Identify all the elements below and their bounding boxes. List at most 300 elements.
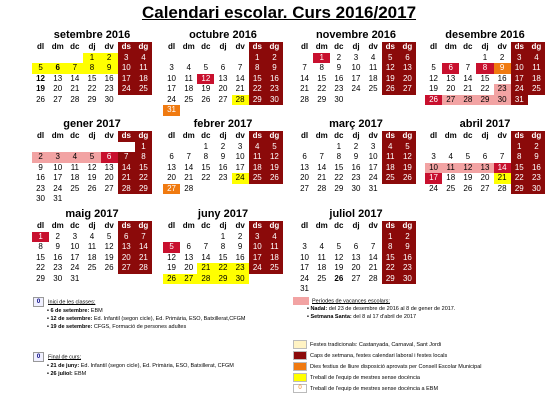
weekday-header: dv — [235, 42, 245, 51]
page-title: Calendari escolar. Curs 2016/2017 — [141, 3, 417, 22]
day-cell: 20 — [184, 263, 194, 272]
day-cell: 19 — [266, 163, 283, 174]
legend-key-item: Festes tradicionals: Castanyada, Carnaval, Sant Jordi — [293, 340, 548, 351]
day-cell — [296, 53, 313, 64]
day-cell: 14 — [235, 73, 245, 83]
day-cell — [399, 95, 416, 106]
day-cell — [347, 232, 364, 243]
day-cell: 21 — [368, 263, 378, 272]
day-cell: 27 — [104, 183, 114, 193]
day-cell: 27 — [180, 274, 197, 285]
weekday-header: dl — [301, 131, 309, 140]
day-cell: 3 — [49, 152, 66, 163]
day-cell: 19 — [104, 252, 114, 262]
day-cell: 25 — [528, 84, 545, 95]
day-cell — [528, 95, 545, 106]
day-cell: 9 — [266, 63, 283, 74]
month-calendar — [32, 29, 152, 105]
weekday-header: ds — [249, 221, 266, 232]
weekday-header: dc — [70, 131, 80, 140]
day-cell: 16 — [36, 173, 46, 182]
weekday-header: dm — [182, 221, 195, 230]
legend-swatch — [293, 351, 307, 360]
weekday-header: ds — [118, 131, 135, 142]
day-cell: 2 — [101, 53, 118, 64]
day-cell: 1 — [83, 53, 100, 64]
day-cell: 18 — [184, 84, 194, 93]
day-cell: 1 — [203, 141, 209, 151]
day-cell: 18 — [528, 74, 545, 85]
day-cell — [266, 274, 283, 285]
weekday-header: dc — [201, 131, 211, 140]
weekday-header: dm — [444, 42, 457, 51]
day-cell: 12 — [459, 163, 476, 174]
day-cell: 15 — [382, 253, 399, 264]
month-name: març 2017 — [329, 118, 383, 130]
month-calendar — [296, 208, 416, 295]
legend-start-classes — [33, 297, 283, 343]
day-cell: 9 — [353, 152, 359, 161]
day-cell: 27 — [118, 263, 135, 274]
day-cell: 23 — [53, 263, 63, 272]
day-cell: 4 — [66, 152, 83, 163]
weekday-header: dv — [235, 221, 245, 230]
day-cell — [296, 232, 313, 243]
day-cell: 1 — [336, 141, 342, 151]
day-cell: 10 — [235, 152, 245, 161]
day-cell: 5 — [266, 142, 283, 153]
day-cell: 10 — [53, 162, 63, 172]
day-cell: 13 — [476, 163, 493, 174]
weekday-header: dl — [430, 42, 438, 51]
day-cell: 26 — [87, 183, 97, 193]
day-cell — [399, 284, 416, 295]
day-cell: 26 — [425, 95, 442, 106]
day-cell — [101, 274, 118, 285]
day-cell: 9 — [101, 63, 118, 74]
day-cell: 16 — [104, 73, 114, 83]
day-cell: 10 — [70, 242, 80, 251]
day-cell — [266, 105, 283, 116]
day-cell: 1 — [382, 232, 399, 243]
weekday-header: dm — [444, 131, 457, 140]
day-cell: 25 — [266, 263, 283, 274]
month-name: juliol 2017 — [329, 208, 383, 220]
weekday-header: ds — [382, 42, 399, 53]
day-cell — [313, 142, 330, 153]
day-cell — [365, 284, 382, 295]
weekday-header: dj — [219, 131, 227, 140]
day-cell — [83, 194, 100, 205]
day-cell: 11 — [70, 162, 79, 172]
day-cell: 8 — [336, 152, 342, 161]
weekday-header: ds — [382, 221, 399, 232]
day-cell: 13 — [399, 63, 416, 74]
day-cell: 8 — [203, 152, 209, 161]
weekday-header: dl — [168, 221, 176, 230]
day-cell — [330, 284, 347, 295]
weekday-header: dl — [168, 42, 176, 51]
day-cell: 6 — [101, 152, 118, 163]
start-badge: 0 — [33, 297, 44, 307]
day-cell: 5 — [336, 242, 342, 251]
day-cell — [66, 53, 83, 64]
day-cell: 4 — [370, 52, 376, 62]
day-cell: 6 — [186, 242, 191, 251]
day-cell — [382, 284, 399, 295]
day-cell — [118, 274, 135, 285]
weekday-header: ds — [249, 42, 266, 53]
day-cell: 14 — [317, 162, 327, 172]
day-cell: 19 — [429, 84, 439, 93]
day-cell: 28 — [118, 184, 135, 195]
day-cell: 7 — [186, 152, 191, 161]
month-calendar — [425, 29, 545, 105]
day-cell — [214, 53, 231, 64]
day-cell: 15 — [36, 252, 46, 262]
day-cell: 19 — [463, 173, 473, 182]
day-cell: 29 — [36, 273, 46, 283]
day-cell — [382, 184, 399, 195]
day-cell — [180, 105, 197, 116]
day-cell: 11 — [368, 63, 378, 72]
day-cell: 5 — [106, 231, 112, 241]
legend-swatch — [293, 373, 307, 382]
day-cell: 13 — [446, 73, 456, 83]
day-cell — [197, 232, 214, 243]
start-heading: Inici de les classes: — [48, 299, 96, 306]
day-cell: 24 — [232, 173, 249, 184]
day-cell: 8 — [382, 242, 399, 253]
day-cell: 17 — [368, 162, 378, 172]
day-cell: 12 — [382, 63, 399, 74]
weekday-header: dl — [301, 221, 309, 230]
day-cell: 22 — [334, 173, 344, 182]
day-cell: 4 — [186, 63, 191, 72]
day-cell: 22 — [382, 263, 399, 274]
month-name: maig 2017 — [65, 208, 119, 220]
end-heading: Final de curs: — [48, 354, 82, 361]
weekday-header: dg — [266, 221, 283, 232]
day-cell: 31 — [163, 105, 180, 116]
day-cell: 1 — [220, 231, 226, 241]
day-cell: 26 — [36, 94, 46, 104]
day-cell: 24 — [300, 273, 310, 283]
day-cell: 2 — [55, 231, 60, 241]
day-cell: 10 — [249, 242, 266, 253]
day-cell: 15 — [511, 163, 528, 174]
day-cell: 26 — [334, 273, 344, 283]
weekday-header: dv — [368, 221, 378, 230]
weekday-header: dj — [352, 131, 360, 140]
day-cell — [476, 142, 493, 153]
day-cell — [459, 53, 476, 64]
day-cell: 2 — [32, 152, 49, 163]
day-cell: 8 — [319, 63, 324, 72]
day-cell — [249, 184, 266, 195]
day-cell: 15 — [334, 162, 344, 172]
weekday-header: dc — [334, 221, 344, 230]
day-cell: 4 — [382, 142, 399, 153]
day-cell: 30 — [334, 94, 344, 104]
day-cell — [232, 184, 249, 195]
day-cell: 16 — [334, 73, 344, 83]
day-cell: 5 — [431, 63, 436, 72]
day-cell: 19 — [334, 263, 344, 272]
weekday-header: dj — [88, 42, 96, 51]
day-cell — [232, 53, 249, 64]
day-cell: 28 — [70, 94, 80, 104]
day-cell: 28 — [459, 95, 476, 106]
day-cell: 14 — [201, 252, 211, 262]
day-cell: 4 — [89, 231, 95, 241]
weekday-header: dm — [315, 221, 328, 230]
day-cell: 5 — [399, 142, 416, 153]
day-cell — [266, 184, 283, 195]
day-cell: 13 — [184, 252, 194, 262]
day-cell: 23 — [351, 173, 361, 182]
day-cell: 24 — [368, 173, 378, 182]
day-cell: 29 — [214, 274, 231, 285]
day-cell — [197, 184, 214, 195]
day-cell: 18 — [382, 163, 399, 174]
weekday-header: dm — [315, 131, 328, 140]
weekday-header: dl — [430, 131, 438, 140]
day-cell: 21 — [463, 84, 473, 93]
day-cell: 3 — [169, 63, 174, 72]
day-cell: 27 — [442, 95, 459, 106]
day-cell — [118, 194, 135, 205]
day-cell: 16 — [399, 253, 416, 264]
day-cell: 30 — [399, 274, 416, 285]
day-cell: 2 — [399, 232, 416, 243]
day-cell: 26 — [266, 173, 283, 184]
day-cell: 1 — [313, 53, 330, 64]
day-cell: 5 — [83, 152, 100, 163]
day-cell: 11 — [382, 152, 399, 163]
day-cell: 11 — [528, 63, 545, 74]
day-cell: 18 — [446, 173, 456, 182]
day-cell: 23 — [266, 84, 283, 95]
weekday-header: dg — [528, 42, 545, 53]
day-cell — [313, 232, 330, 243]
month-name: gener 2017 — [63, 118, 121, 130]
vacation-item: • Setmana Santa: del 8 al 17 d'abril de 2017 — [307, 314, 417, 321]
day-cell: 28 — [232, 95, 249, 106]
weekday-header: dj — [481, 42, 489, 51]
month-calendar — [425, 118, 545, 194]
day-cell: 9 — [336, 63, 342, 72]
day-cell: 23 — [218, 173, 228, 182]
day-cell — [135, 194, 152, 205]
day-cell: 24 — [167, 94, 177, 104]
day-cell: 28 — [300, 94, 310, 104]
day-cell: 2 — [528, 142, 545, 153]
day-cell — [66, 194, 83, 205]
day-cell: 12 — [87, 162, 97, 172]
day-cell: 7 — [237, 63, 243, 72]
day-cell: 14 — [184, 162, 194, 172]
weekday-header: dc — [70, 221, 80, 230]
day-cell: 27 — [53, 94, 63, 104]
weekday-header: dc — [334, 131, 344, 140]
day-cell: 15 — [218, 252, 228, 262]
day-cell: 15 — [249, 74, 266, 85]
day-cell: 16 — [497, 73, 507, 83]
day-cell: 23 — [232, 263, 249, 274]
day-cell: 31 — [53, 194, 63, 203]
day-cell: 23 — [334, 84, 344, 93]
vacation-swatch — [293, 297, 309, 305]
day-cell: 24 — [249, 263, 266, 274]
weekday-header: dl — [37, 221, 45, 230]
weekday-header: dj — [219, 221, 227, 230]
day-cell: 1 — [511, 142, 528, 153]
day-cell — [163, 142, 180, 153]
month-name: novembre 2016 — [315, 29, 397, 41]
month-name: octubre 2016 — [189, 29, 257, 41]
month-calendar — [32, 118, 152, 205]
day-cell: 24 — [118, 84, 135, 95]
day-cell: 21 — [494, 173, 511, 184]
day-cell: 20 — [167, 173, 177, 182]
day-cell — [232, 105, 249, 116]
day-cell: 20 — [351, 263, 361, 272]
day-cell: 21 — [197, 263, 214, 274]
day-cell: 4 — [135, 53, 152, 64]
day-cell — [249, 274, 266, 285]
vacation-heading: Períodes de vacances escolars: — [312, 298, 390, 305]
day-cell: 12 — [334, 252, 344, 262]
day-cell: 17 — [70, 252, 80, 262]
day-cell — [442, 53, 459, 64]
day-cell: 27 — [480, 183, 490, 193]
day-cell: 9 — [38, 162, 43, 172]
day-cell — [459, 142, 476, 153]
weekday-header: dg — [399, 221, 416, 232]
day-cell: 19 — [382, 74, 399, 85]
weekday-header: dj — [352, 42, 360, 51]
day-cell: 20 — [104, 173, 114, 182]
day-cell: 17 — [118, 74, 135, 85]
day-cell: 15 — [135, 163, 152, 174]
day-cell: 25 — [87, 263, 97, 272]
day-cell: 23 — [494, 84, 511, 95]
day-cell — [118, 95, 135, 106]
day-cell: 4 — [266, 232, 283, 243]
day-cell — [163, 53, 180, 64]
day-cell — [180, 232, 197, 243]
day-cell: 12 — [36, 73, 46, 83]
day-cell — [66, 142, 83, 153]
day-cell: 13 — [118, 242, 135, 253]
day-cell: 3 — [370, 141, 376, 151]
day-cell: 5 — [203, 63, 209, 72]
day-cell: 10 — [351, 63, 361, 72]
vacation-item: • Nadal: del 23 de desembre de 2016 al 8 de gener de 2017. — [307, 306, 456, 313]
weekday-header: dj — [481, 131, 489, 140]
day-cell: 18 — [266, 253, 283, 264]
day-cell: 7 — [66, 63, 83, 74]
day-cell: 22 — [511, 173, 528, 184]
weekday-header: ds — [118, 42, 135, 53]
day-cell: 29 — [317, 94, 327, 104]
end-badge: 0 — [33, 352, 44, 362]
weekday-header: dg — [135, 131, 152, 142]
legend-vacation — [293, 297, 548, 331]
day-cell: 20 — [53, 84, 63, 93]
weekday-header: dg — [399, 131, 416, 142]
month-calendar — [163, 118, 283, 194]
month-calendar — [296, 118, 416, 194]
day-cell: 10 — [368, 152, 378, 161]
day-cell: 27 — [351, 273, 361, 283]
day-cell: 11 — [317, 252, 326, 262]
day-cell: 25 — [382, 173, 399, 184]
month-name: febrer 2017 — [193, 118, 253, 130]
day-cell: 17 — [351, 73, 361, 83]
day-cell: 29 — [87, 94, 97, 104]
day-cell: 16 — [235, 252, 245, 262]
day-cell — [313, 284, 330, 295]
day-cell — [163, 232, 180, 243]
day-cell: 3 — [237, 141, 243, 151]
day-cell: 29 — [135, 184, 152, 195]
start-item: • 19 de setembre: CFGS, Formació de persones adultes — [47, 324, 187, 330]
day-cell: 18 — [70, 173, 80, 182]
day-cell: 29 — [334, 183, 344, 193]
day-cell: 5 — [163, 242, 180, 253]
legend-swatch — [293, 340, 307, 349]
day-cell — [180, 53, 197, 64]
weekday-header: dc — [201, 42, 211, 51]
weekday-header: ds — [118, 221, 135, 232]
day-cell — [249, 105, 266, 116]
day-cell: 21 — [118, 173, 135, 184]
day-cell: 11 — [184, 73, 193, 83]
day-cell: 6 — [169, 152, 174, 161]
day-cell: 30 — [232, 274, 249, 285]
day-cell: 3 — [353, 52, 359, 62]
day-cell: 6 — [399, 53, 416, 64]
day-cell: 25 — [368, 84, 378, 93]
weekday-header: ds — [382, 131, 399, 142]
day-cell: 19 — [36, 84, 46, 93]
day-cell: 27 — [300, 183, 310, 193]
weekday-header: dg — [135, 42, 152, 53]
day-cell: 4 — [249, 142, 266, 153]
day-cell: 10 — [167, 73, 177, 83]
day-cell: 16 — [528, 163, 545, 174]
legend-key — [293, 340, 548, 400]
weekday-header: dg — [399, 42, 416, 53]
day-cell: 13 — [218, 73, 228, 83]
month-calendar — [32, 208, 152, 284]
day-cell: 13 — [167, 162, 177, 172]
weekday-header: dg — [266, 131, 283, 142]
day-cell — [180, 142, 197, 153]
weekday-header: dv — [497, 42, 507, 51]
month-calendar — [163, 29, 283, 116]
day-cell: 3 — [72, 231, 78, 241]
day-cell: 22 — [135, 173, 152, 184]
day-cell: 12 — [429, 73, 439, 83]
legend-swatch: 0 — [293, 384, 307, 393]
day-cell: 7 — [302, 63, 307, 72]
day-cell: 1 — [482, 52, 488, 62]
day-cell: 7 — [319, 152, 324, 161]
weekday-header: dj — [88, 221, 96, 230]
